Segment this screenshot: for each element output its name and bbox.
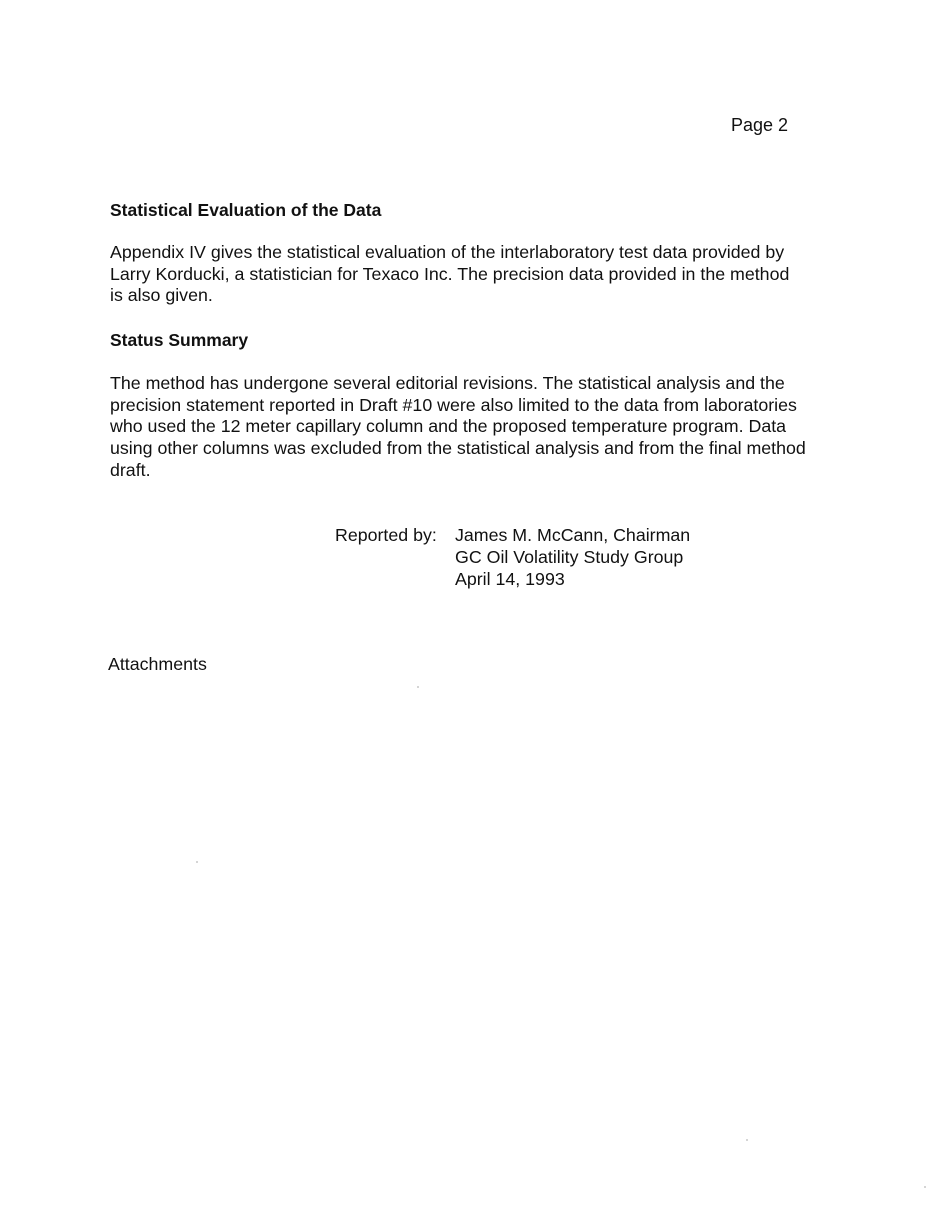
section-heading-statistical-evaluation: Statistical Evaluation of the Data bbox=[110, 200, 382, 220]
signature-row bbox=[335, 524, 690, 546]
paragraph-statistical-evaluation bbox=[110, 242, 850, 307]
signature-spacer bbox=[335, 568, 455, 590]
scan-speck bbox=[196, 861, 198, 863]
signature-row bbox=[335, 568, 690, 590]
paragraph-line: Appendix IV gives the statistical evaluation of the interlaboratory test data provided by bbox=[110, 242, 785, 262]
report-date: April 14, 1993 bbox=[455, 569, 565, 589]
paragraph-line: The method has undergone several editorial revisions. The statistical analysis and the bbox=[110, 373, 785, 393]
signature-block bbox=[335, 524, 690, 590]
page-number: Page 2 bbox=[731, 115, 789, 135]
scan-speck bbox=[924, 1186, 926, 1188]
reporter-group: GC Oil Volatility Study Group bbox=[455, 547, 684, 567]
paragraph-line: using other columns was excluded from the statistical analysis and from the final method bbox=[110, 438, 806, 459]
scan-speck bbox=[746, 1139, 748, 1141]
signature-row bbox=[335, 546, 690, 568]
paragraph-line: who used the 12 meter capillary column and the proposed temperature program. Data bbox=[110, 416, 787, 437]
paragraph-line: is also given. bbox=[110, 285, 213, 306]
scan-speck bbox=[417, 686, 419, 688]
paragraph-line: Larry Korducki, a statistician for Texaco Inc. The precision data provided in the method bbox=[110, 263, 790, 284]
section-heading-status-summary: Status Summary bbox=[110, 330, 249, 350]
paragraph-line: draft. bbox=[110, 459, 151, 480]
reporter-name: James M. McCann, Chairman bbox=[455, 525, 691, 545]
signature-spacer bbox=[335, 546, 455, 568]
paragraph-status-summary bbox=[110, 373, 850, 482]
paragraph-line: precision statement reported in Draft #10 were also limited to the data from laboratories bbox=[110, 394, 797, 415]
attachments-label: Attachments bbox=[108, 654, 207, 674]
reported-by-label: Reported by: bbox=[335, 525, 437, 545]
